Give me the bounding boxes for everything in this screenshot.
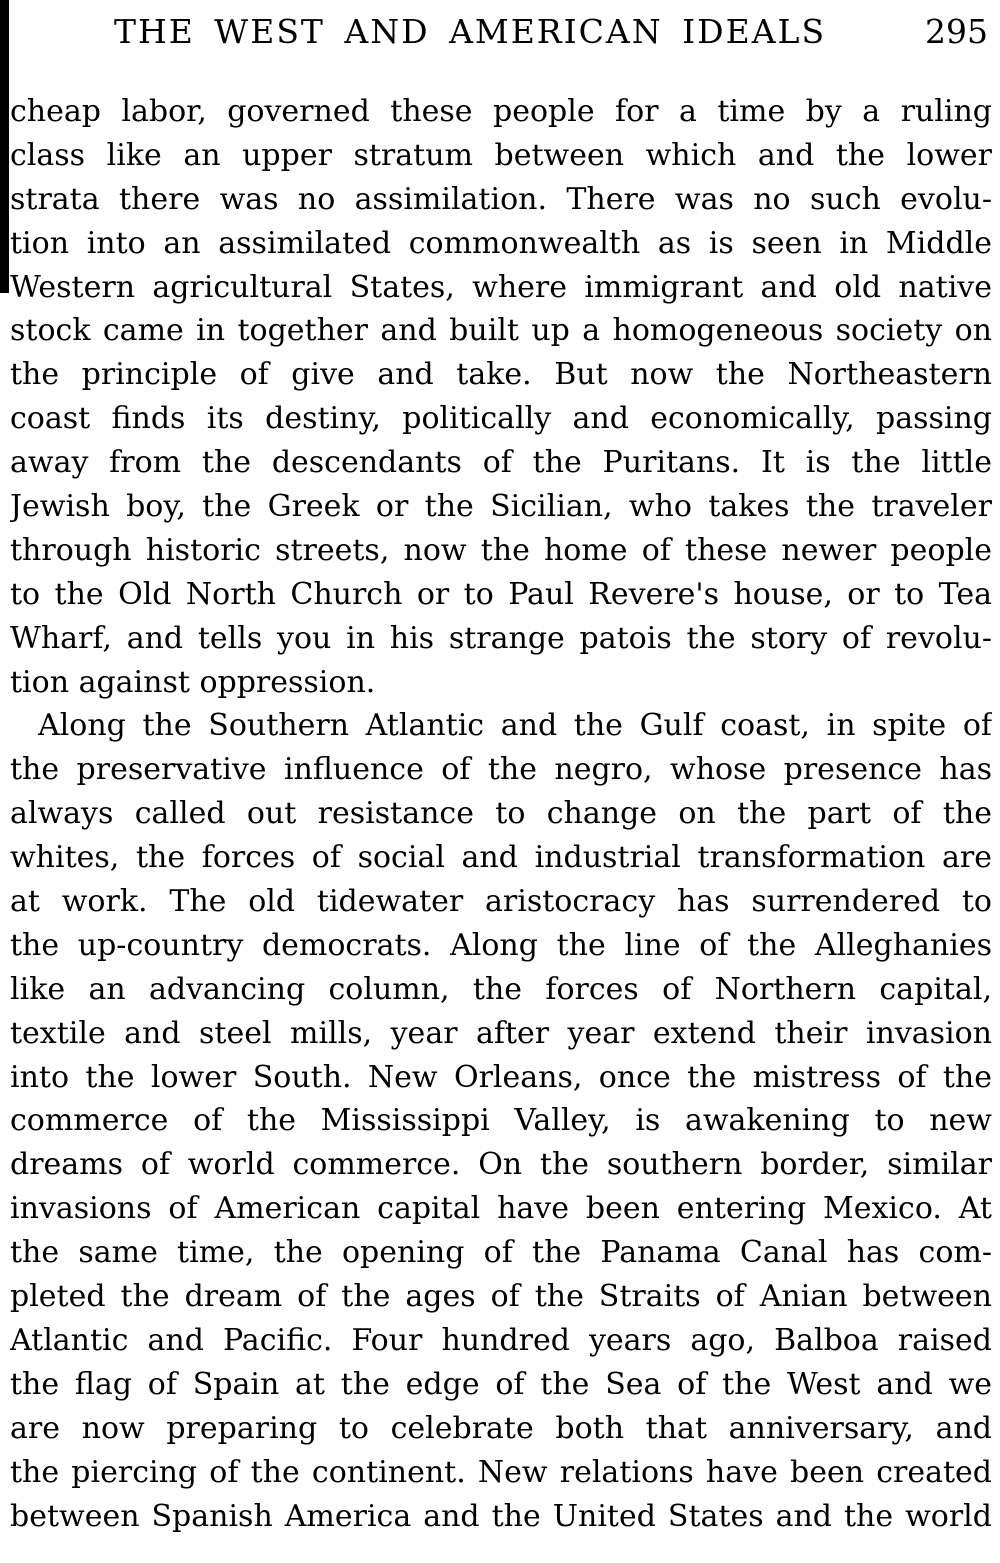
text-line: whites, the forces of social and industrial transformation are — [10, 840, 992, 876]
scan-edge-artifact — [0, 0, 9, 293]
text-line: the flag of Spain at the edge of the Sea of the West and we — [10, 1366, 992, 1402]
text-line: the same time, the opening of the Panama Canal has com- — [10, 1235, 992, 1271]
page-body — [10, 90, 992, 1538]
text-line: the up-country democrats. Along the line of the Alleghanies — [10, 927, 992, 963]
text-line: cheap labor, governed these people for a time by a ruling — [10, 94, 992, 129]
text-line: strata there was no assimilation. There was no such evolu- — [10, 181, 992, 217]
text-line: tion against oppression. — [10, 664, 376, 700]
text-line: tion into an assimilated commonwealth as is seen in Middle — [10, 225, 992, 261]
paragraph — [10, 704, 992, 1538]
page-header — [10, 12, 990, 52]
text-line: to the Old North Church or to Paul Revere's house, or to Tea — [10, 576, 992, 612]
text-line: dreams of world commerce. On the southern border, similar — [10, 1147, 992, 1183]
text-line: at work. The old tidewater aristocracy has surrendered to — [10, 884, 992, 920]
running-head-title: THE WEST AND AMERICAN IDEALS — [113, 12, 827, 51]
text-line: pleted the dream of the ages of the Straits of Anian between — [10, 1279, 992, 1315]
text-line: away from the descendants of the Puritans. It is the little — [10, 445, 992, 481]
text-line: class like an upper stratum between which and the lower — [10, 137, 992, 173]
text-line: into the lower South. New Orleans, once the mistress of the — [10, 1059, 992, 1095]
text-line: like an advancing column, the forces of Northern capital, — [10, 971, 992, 1007]
text-line: the principle of give and take. But now the Northeastern — [10, 357, 992, 393]
text-line: coast finds its destiny, politically and economically, passing — [10, 401, 992, 437]
text-line: stock came in together and built up a homogeneous society on — [10, 313, 992, 349]
text-line: always called out resistance to change on the part of the — [10, 796, 992, 832]
text-line: are now preparing to celebrate both that anniversary, and — [10, 1410, 992, 1446]
text-line: commerce of the Mississippi Valley, is awakening to new — [10, 1103, 992, 1139]
text-line: the piercing of the continent. New relations have been created — [10, 1454, 992, 1490]
text-line: Wharf, and tells you in his strange patois the story of revolu- — [10, 620, 992, 656]
text-line: the preservative influence of the negro, whose presence has — [10, 752, 992, 788]
text-line: textile and steel mills, year after year extend their invasion — [10, 1015, 992, 1051]
text-line: Atlantic and Pacific. Four hundred years ago, Balboa raised — [10, 1322, 992, 1358]
text-line: through historic streets, now the home of these newer people — [10, 532, 992, 568]
text-line: Western agricultural States, where immigrant and old native — [10, 269, 992, 305]
text-line: between Spanish America and the United States and the world — [10, 1498, 992, 1534]
text-line: invasions of American capital have been entering Mexico. At — [10, 1191, 992, 1227]
text-line: Jewish boy, the Greek or the Sicilian, who takes the traveler — [10, 489, 992, 525]
text-line: Along the Southern Atlantic and the Gulf coast, in spite of — [38, 708, 992, 744]
paragraph — [10, 90, 992, 704]
page-number: 295 — [925, 12, 988, 51]
